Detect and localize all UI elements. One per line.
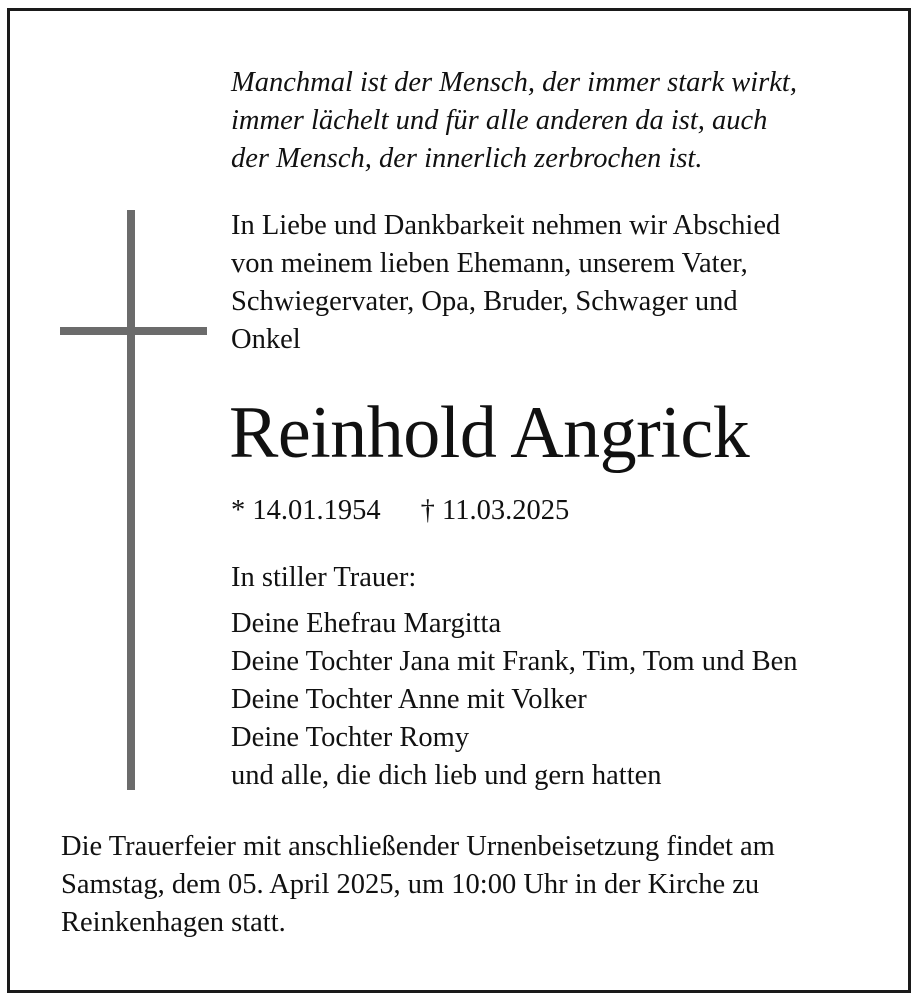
mourner-item: Deine Tochter Anne mit Volker: [231, 684, 587, 715]
funeral-service-info: [61, 828, 891, 942]
intro-line: Schwiegervater, Opa, Bruder, Schwager und: [231, 286, 738, 317]
deceased-name: Reinhold Angrick: [229, 392, 750, 474]
quote-line: Manchmal ist der Mensch, der immer stark wirkt,: [231, 67, 797, 98]
mourner-item: Deine Ehefrau Margitta: [231, 608, 502, 639]
mourning-label: In stiller Trauer:: [231, 562, 417, 593]
life-dates: [231, 493, 569, 529]
quote-line: der Mensch, der innerlich zerbrochen ist.: [231, 143, 703, 174]
mourner-item: Deine Tochter Jana mit Frank, Tim, Tom und Ben: [231, 646, 798, 677]
quote-line: immer lächelt und für alle anderen da ist, auch: [231, 105, 768, 136]
mourner-item: und alle, die dich lieb und gern hatten: [231, 760, 662, 791]
service-line: Die Trauerfeier mit anschließender Urnenbeisetzung findet am: [61, 831, 775, 862]
death-date: † 11.03.2025: [420, 495, 570, 526]
mourners-list: [231, 605, 798, 795]
intro-line: von meinem lieben Ehemann, unserem Vater,: [231, 248, 748, 279]
cross-icon-crossbar: [60, 327, 207, 335]
intro-line: In Liebe und Dankbarkeit nehmen wir Abschied: [231, 210, 781, 241]
cross-icon: [127, 210, 135, 790]
mourner-item: Deine Tochter Romy: [231, 722, 470, 753]
service-line: Reinkenhagen statt.: [61, 907, 286, 938]
birth-date: * 14.01.1954: [231, 495, 381, 526]
intro-line: Onkel: [231, 324, 301, 355]
memorial-quote: [231, 64, 891, 178]
service-line: Samstag, dem 05. April 2025, um 10:00 Uhr in der Kirche zu: [61, 869, 760, 900]
farewell-intro: [231, 207, 891, 359]
